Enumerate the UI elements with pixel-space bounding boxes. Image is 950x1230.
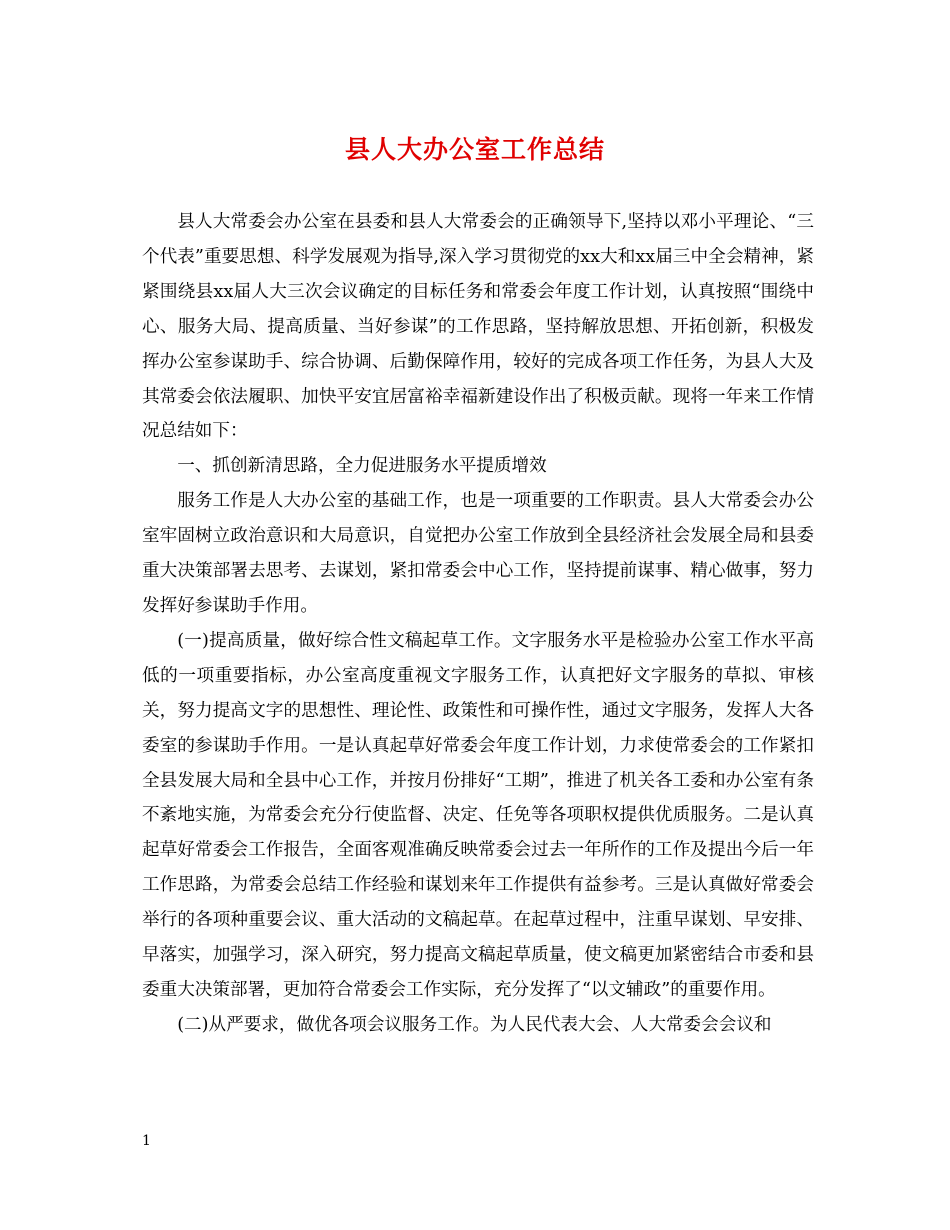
paragraph-service: 服务工作是人大办公室的基础工作，也是一项重要的工作职责。县人大常委会办公室牢固树立政治意识和大局意识，自觉把办公室工作放到全县经济社会发展全局和县委重大决策部署去思考、去谋划，紧扣常委会中心工作，坚持提前谋事、精心做事，努力发挥好参谋助手作用。 <box>142 491 814 616</box>
document-body <box>142 205 814 1043</box>
section-heading: 一、抓创新清思路，全力促进服务水平提质增效 <box>177 456 547 477</box>
paragraph-intro: 县人大常委会办公室在县委和县人大常委会的正确领导下,坚持以邓小平理论、“三个代表”重要思想、科学发展观为指导,深入学习贯彻党的xx大和xx届三中全会精神，紧紧围绕县xx届人大三次会议确定的目标任务和常委会年度工作计划，认真按照“围绕中心、服务大局、提高质量、当好参谋”的工作思路，坚持解放思想、开拓创新，积极发挥办公室参谋助手、综合协调、后勤保障作用，较好的完成各项工作任务，为县人大及其常委会依法履职、加快平安宜居富裕幸福新建设作出了积极贡献。现将一年来工作情况总结如下： <box>142 212 814 442</box>
paragraph-drafting: (一)提高质量，做好综合性文稿起草工作。文字服务水平是检验办公室工作水平高低的一项重要指标，办公室高度重视文字服务工作，认真把好文字服务的草拟、审核关，努力提高文字的思想性、理论性、政策性和可操作性，通过文字服务，发挥人大各委室的参谋助手作用。一是认真起草好常委会年度工作计划，力求使常委会的工作紧扣全县发展大局和全县中心工作，并按月份排好“工期”，推进了机关各工委和办公室有条不紊地实施，为常委会充分行使监督、决定、任免等各项职权提供优质服务。二是认真起草好常委会工作报告，全面客观准确反映常委会过去一年所作的工作及提出今后一年工作思路，为常委会总结工作经验和谋划来年工作提供有益参考。三是认真做好常委会举行的各项种重要会议、重大活动的文稿起草。在起草过程中，注重早谋划、早安排、早落实，加强学习，深入研究，努力提高文稿起草质量，使文稿更加紧密结合市委和县委重大决策部署，更加符合常委会工作实际，充分发挥了“以文辅政”的重要作用。 <box>142 630 814 1000</box>
document-title: 县人大办公室工作总结 <box>344 135 605 164</box>
page-number: 1 <box>142 1133 151 1149</box>
paragraph-meetings: (二)从严要求，做优各项会议服务工作。为人民代表大会、人大常委会会议和 <box>177 1014 772 1035</box>
